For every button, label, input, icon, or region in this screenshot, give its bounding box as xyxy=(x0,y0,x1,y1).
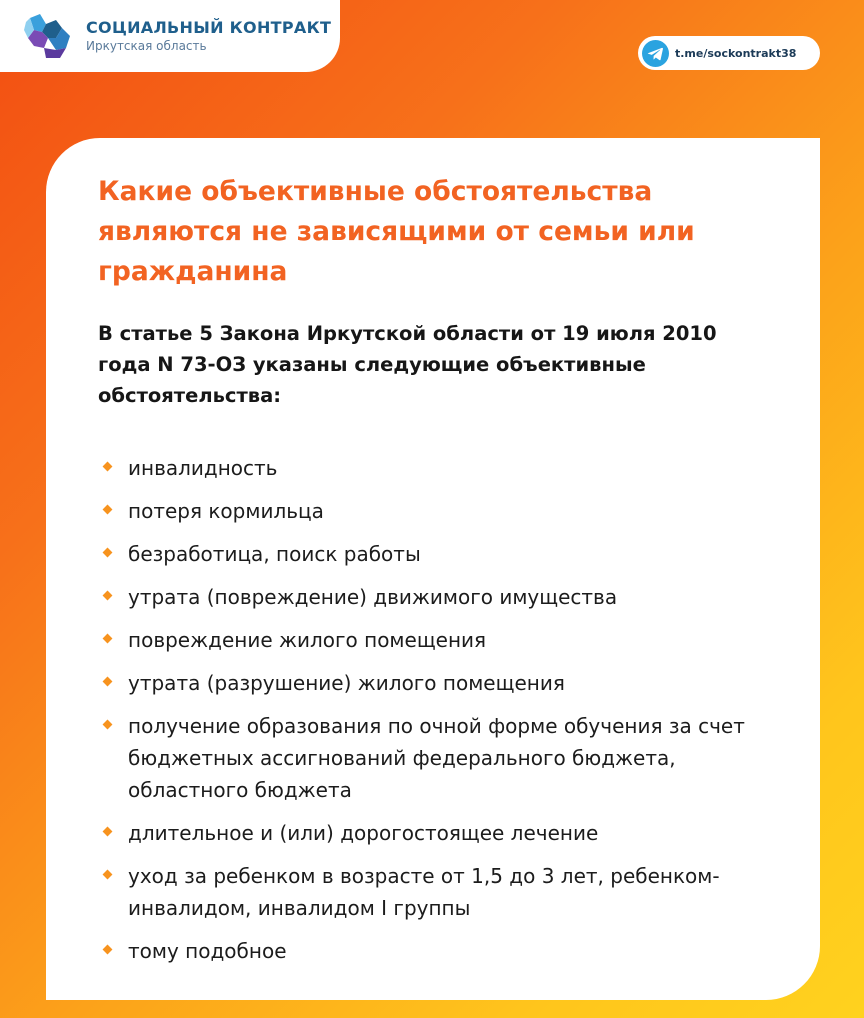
list-item xyxy=(102,935,792,967)
orange-diamond-bullet-icon xyxy=(103,591,113,601)
orange-diamond-bullet-icon xyxy=(103,505,113,515)
list-item-text: получение образования по очной форме обучения за счет бюджетных ассигнований федерального бюджета, областного бюджета xyxy=(128,714,745,802)
card-title: Какие объективные обстоятельства являются не зависящими от семьи или гражданина xyxy=(98,176,695,287)
list-item xyxy=(102,624,792,656)
logo-block xyxy=(0,0,340,72)
logo-title: СОЦИАЛЬНЫЙ КОНТРАКТ xyxy=(86,18,332,37)
list-item xyxy=(102,538,792,570)
region-map-logo-icon xyxy=(22,10,74,62)
content-card xyxy=(46,138,820,1000)
list-item-text: длительное и (или) дорогостоящее лечение xyxy=(128,821,599,845)
logo-subtitle: Иркутская область xyxy=(86,39,207,53)
list-item xyxy=(102,581,792,613)
list-item xyxy=(102,495,792,527)
orange-diamond-bullet-icon xyxy=(103,634,113,644)
list-item-text: утрата (повреждение) движимого имущества xyxy=(128,585,618,609)
list-item-text: уход за ребенком в возрасте от 1,5 до 3 лет, ребенком-инвалидом, инвалидом I группы xyxy=(128,864,720,920)
orange-diamond-bullet-icon xyxy=(103,870,113,880)
list-item xyxy=(102,817,792,849)
list-item-text: инвалидность xyxy=(128,456,278,480)
list-item xyxy=(102,860,792,924)
orange-diamond-bullet-icon xyxy=(103,677,113,687)
list-item-text: безработица, поиск работы xyxy=(128,542,421,566)
list-item xyxy=(102,452,792,484)
telegram-link-text[interactable]: t.me/sockontrakt38 xyxy=(675,46,797,60)
intro-text: В статье 5 Закона Иркутской области от 19 июля 2010 года N 73-ОЗ указаны следующие объективные обстоятельства: xyxy=(98,322,717,407)
list-item-text: тому подобное xyxy=(128,939,287,963)
circumstances-list xyxy=(102,452,792,978)
list-item-text: повреждение жилого помещения xyxy=(128,628,487,652)
orange-diamond-bullet-icon xyxy=(103,462,113,472)
telegram-link-button[interactable] xyxy=(638,36,820,70)
orange-diamond-bullet-icon xyxy=(103,548,113,558)
telegram-icon xyxy=(642,40,669,67)
orange-diamond-bullet-icon xyxy=(103,720,113,730)
orange-diamond-bullet-icon xyxy=(103,945,113,955)
list-item-text: потеря кормильца xyxy=(128,499,324,523)
list-item-text: утрата (разрушение) жилого помещения xyxy=(128,671,565,695)
list-item xyxy=(102,667,792,699)
orange-diamond-bullet-icon xyxy=(103,827,113,837)
list-item xyxy=(102,710,792,806)
